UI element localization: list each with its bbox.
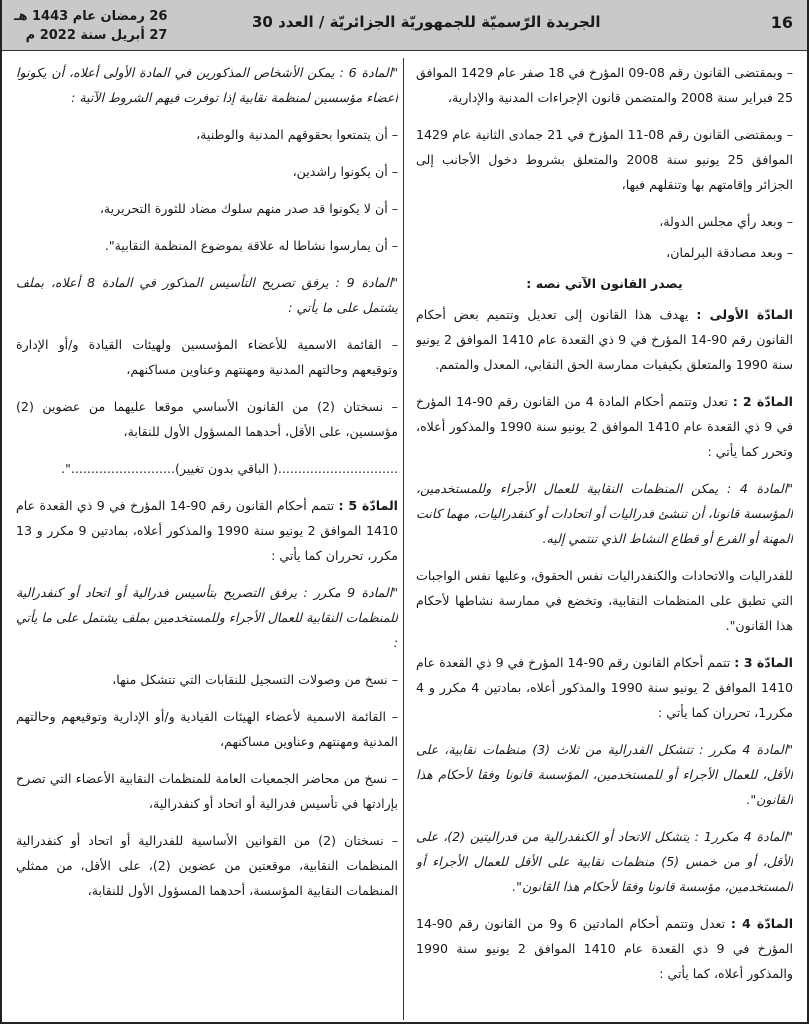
quoted-article-6: "المادة 6 : يمكن الأشخاص المذكورين في المادة الأولى أعلاه، أن يكونوا أعضاء مؤسسين لمنظمة نقابية إذا توفرت فيهم الشروط الآتية : [16,65,398,105]
paragraph: – وبمقتضى القانون رقم 08-11 المؤرخ في 21 جمادى الثانية عام 1429 الموافق 25 يونيو سنة 2008 والمتعلق بشروط دخول الأجانب إلى الجزائر وإقامتهم بها وتنقلهم فيها، [416,127,793,192]
issue-date [14,7,167,45]
article-label: المادّة 2 : [732,394,793,409]
list-item: – أن يمارسوا نشاطا له علاقة بموضوع المنظمة النقابية". [104,238,398,253]
article-label: المادّة 4 : [730,916,793,931]
paragraph: للفدراليات والاتحادات والكنفدراليات نفس الحقوق، وعليها نفس الواجبات التي تطبق على المنظمات النقابية، وتخضع في ممارسة نشاطها لأحكام هذا القانون". [416,568,793,633]
article-1: المادّة الأولى : يهدف هذا القانون إلى تعديل وتتميم بعض أحكام القانون رقم 90-14 المؤرخ في 9 ذي القعدة عام 1410 الموافق 2 يونيو سنة 1990 والمتعلق بكيفيات ممارسة الحق النقابي، المعدل والمتمم. [416,307,793,372]
column-divider [403,58,404,1020]
list-item: – نسختان (2) من القوانين الأساسية للفدرالية أو اتحاد أو كنفدرالية المنظمات النقابية، موقعتين من عضوين (2)، على الأقل، من ممثلي المنظمات النقابية المؤسسة، أحدهما المسؤول الأول للنقابة، [16,833,398,898]
paragraph: – وبعد رأي مجلس الدولة، [659,214,793,229]
article-3: المادّة 3 : تتمم أحكام القانون رقم 90-14 المؤرخ في 9 ذي القعدة عام 1410 الموافق 2 يونيو سنة 1990 والمذكور أعلاه، بمادتين 4 مكرر و 4 مكرر1، تحرران كما يأتي : [416,655,793,720]
article-2: المادّة 2 : تعدل وتتمم أحكام المادة 4 من القانون رقم 90-14 المؤرخ في 9 ذي القعدة عام 1410 الموافق 2 يونيو سنة 1990 والمذكور أعلاه، وتحرر كما يأتي : [416,394,793,459]
list-item: – القائمة الاسمية للأعضاء المؤسسين ولهيئات القيادة و/أو الإدارة وتوقيعهم وحالتهم المدنية ومهنتهم وعناوين مساكنهم، [16,337,398,377]
article-5: المادّة 5 : تتمم أحكام القانون رقم 90-14 المؤرخ في 9 ذي القعدة عام 1410 الموافق 2 يونيو سنة 1990 والمذكور أعلاه، بمادتين 9 مكرر و 13 مكرر، تحرران كما يأتي : [16,498,398,563]
quoted-article-4-bis: "المادة 4 مكرر : تتشكل الفدرالية من ثلاث (3) منظمات نقابية، على الأقل، للعمال الأجراء أو للمستخدمين، المؤسسة قانونا وفقا لأحكام هذا القانون". [416,742,793,807]
article-label: المادّة 5 : [338,498,398,513]
list-item: – القائمة الاسمية لأعضاء الهيئات القيادية و/أو الإدارية وتوقيعهم وحالتهم المدنية ومهنتهم وعناوين مساكنهم، [16,709,398,749]
list-item: – أن يتمتعوا بحقوقهم المدنية والوطنية، [196,127,398,142]
left-column [16,60,398,1015]
quoted-article-4: "المادة 4 : يمكن المنظمات النقابية للعمال الأجراء وللمستخدمين، المؤسسة قانونا، أن تنشئ فدراليات أو اتحادات أو كنفدراليات، مهما كانت المهنة أو الفرع أو قطاع النشاط الذي تنتمي إليه. [416,481,793,546]
gregorian-date: 27 أبريل سنة 2022 م [25,28,168,43]
list-item: – نسخ من وصولات التسجيل للنقابات التي تتشكل منها، [112,672,398,687]
gazette-title: الجريدة الرّسميّة للجمهوريّة الجزائريّة / العدد 30 [252,13,601,31]
right-column [416,60,793,1015]
quoted-article-4-bis-1: "المادة 4 مكرر1 : يتشكل الاتحاد أو الكنفدرالية من فدراليتين (2)، على الأقل، أو من خمس (5) منظمات نقابية على الأقل للعمال الأجراء أو المستخدمين، مؤسسة قانونا وفقا لأحكام هذا القانون". [416,829,793,894]
paragraph: – وبمقتضى القانون رقم 08-09 المؤرخ في 18 صفر عام 1429 الموافق 25 فبراير سنة 2008 والمتضمن قانون الإجراءات المدنية والإدارية، [416,65,793,105]
list-item: – نسخ من محاضر الجمعيات العامة للمنظمات النقابية الأعضاء التي تصرح بإرادتها في تأسيس فدرالية أو اتحاد أو كنفدرالية، [16,771,398,811]
article-label: المادّة الأولى : [696,307,793,322]
quoted-article-9: "المادة 9 : يرفق تصريح التأسيس المذكور في المادة 8 أعلاه، بملف يشتمل على ما يأتي : [16,275,398,315]
article-label: المادّة 3 : [734,655,793,670]
unchanged-remainder: ..............................( الباقي بدون تغيير)..........................". [61,461,398,476]
page-header [2,0,807,51]
quoted-article-9-bis: "المادة 9 مكرر : يرفق التصريح بتأسيس فدرالية أو اتحاد أو كنفدرالية للمنظمات النقابية للعمال الأجراء وللمستخدمين بملف يشتمل على ما يأتي : [16,585,398,650]
article-4: المادّة 4 : تعدل وتتمم أحكام المادتين 6 و9 من القانون رقم 90-14 المؤرخ في 9 ذي القعدة عام 1410 الموافق 2 يونيو سنة 1990 والمذكور أعلاه، كما يأتي : [416,916,793,981]
list-item: – أن يكونوا راشدين، [292,164,398,179]
list-item: – أن لا يكونوا قد صدر منهم سلوك مضاد للثورة التحريرية، [99,201,398,216]
hijri-date: 26 رمضان عام 1443 هـ [14,9,168,24]
paragraph: – وبعد مصادقة البرلمان، [666,245,793,260]
enactment-heading: يصدر القانون الآتي نصه : [526,276,683,291]
page-number: 16 [770,13,793,32]
list-item: – نسختان (2) من القانون الأساسي موقعا عليهما من عضوين (2) مؤسسين، على الأقل، أحدهما المسؤول الأول للنقابة، [16,399,398,439]
